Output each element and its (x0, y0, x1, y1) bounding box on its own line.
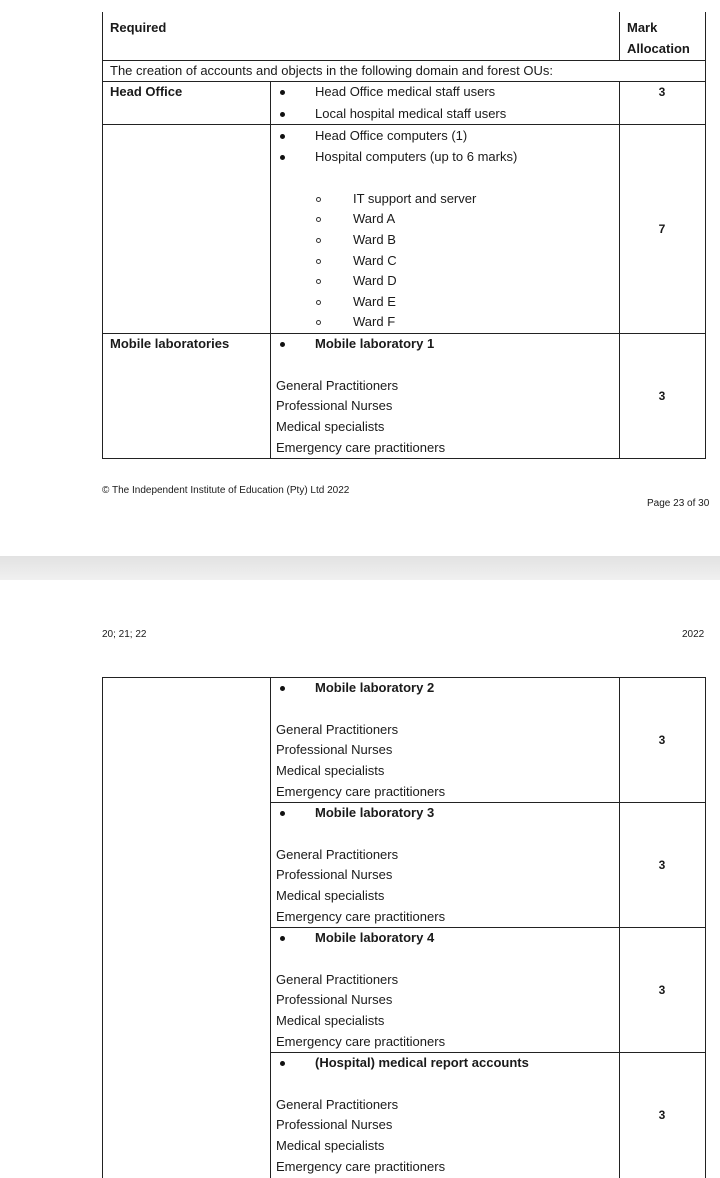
table-rule (102, 333, 706, 334)
list-item: Hospital computers (up to 6 marks) (315, 149, 518, 164)
circle-bullet-icon (316, 320, 321, 325)
role-item: Medical specialists (276, 419, 385, 434)
role-item: Medical specialists (276, 888, 385, 903)
row-label-head-office: Head Office (110, 84, 183, 99)
sub-list-item: Ward F (353, 314, 396, 329)
table-rule (102, 458, 706, 459)
role-item: General Practitioners (276, 847, 399, 862)
role-item: Professional Nurses (276, 742, 393, 757)
table-rule (102, 60, 706, 61)
bullet-icon (280, 686, 285, 691)
table-rule (102, 124, 706, 125)
bullet-icon (280, 90, 285, 95)
circle-bullet-icon (316, 217, 321, 222)
row-label-mobile-laboratories: Mobile laboratories (110, 336, 230, 351)
role-item: Emergency care practitioners (276, 784, 446, 799)
page-header-right: 2022 (682, 629, 705, 640)
role-item: Emergency care practitioners (276, 1159, 446, 1174)
role-item: General Practitioners (276, 722, 399, 737)
table-border-right (705, 12, 706, 459)
table-rule (102, 81, 706, 82)
bullet-icon (280, 112, 285, 117)
sub-list-item: IT support and server (353, 191, 477, 206)
sub-list-item: Ward D (353, 273, 397, 288)
document-page-23 (0, 0, 720, 556)
table-divider (619, 81, 620, 459)
role-item: Professional Nurses (276, 1117, 393, 1132)
table-divider (270, 677, 271, 1178)
header-allocation: Allocation (627, 41, 690, 56)
role-item: General Practitioners (276, 1097, 399, 1112)
bullet-icon (280, 811, 285, 816)
section-title: Mobile laboratory 2 (315, 680, 435, 695)
section-title: Mobile laboratory 4 (315, 930, 435, 945)
section-title: Mobile laboratory 3 (315, 805, 435, 820)
mark-value: 3 (658, 389, 666, 403)
bullet-icon (280, 342, 285, 347)
role-item: Medical specialists (276, 1013, 385, 1028)
copyright-text: © The Independent Institute of Education (Pty) Ltd 2022 (102, 485, 350, 496)
mark-value: 3 (658, 983, 666, 997)
role-item: Professional Nurses (276, 992, 393, 1007)
table-border-left (102, 12, 103, 459)
table-rule (270, 927, 706, 928)
page-separator (0, 556, 720, 580)
table-border-right (705, 677, 706, 1178)
table-divider (619, 12, 620, 61)
sub-list-item: Ward E (353, 294, 396, 309)
mark-value: 3 (658, 85, 666, 99)
role-item: General Practitioners (276, 378, 399, 393)
table-divider (270, 81, 271, 459)
mark-value: 3 (658, 858, 666, 872)
role-item: Medical specialists (276, 1138, 385, 1153)
bullet-icon (280, 155, 285, 160)
circle-bullet-icon (316, 279, 321, 284)
mark-value: 3 (658, 1108, 666, 1122)
table-border-left (102, 677, 103, 1178)
page-header-left: 20; 21; 22 (102, 629, 147, 640)
header-mark: Mark (627, 20, 658, 35)
table-rule (102, 677, 706, 678)
sub-list-item: Ward B (353, 232, 396, 247)
role-item: Emergency care practitioners (276, 1034, 446, 1049)
header-required: Required (110, 20, 167, 35)
sub-list-item: Ward C (353, 253, 397, 268)
sub-list-item: Ward A (353, 211, 396, 226)
circle-bullet-icon (316, 238, 321, 243)
table-rule (270, 802, 706, 803)
role-item: Emergency care practitioners (276, 440, 446, 455)
document-page-24 (0, 580, 720, 1178)
role-item: Professional Nurses (276, 398, 393, 413)
bullet-icon (280, 1061, 285, 1066)
page-number: Page 23 of 30 (647, 498, 710, 509)
circle-bullet-icon (316, 300, 321, 305)
section-title: Mobile laboratory 1 (315, 336, 435, 351)
table-rule (270, 1052, 706, 1053)
list-item: Head Office medical staff users (315, 84, 496, 99)
intro-text: The creation of accounts and objects in the following domain and forest OUs: (110, 63, 553, 78)
list-item: Local hospital medical staff users (315, 106, 507, 121)
list-item: Head Office computers (1) (315, 128, 468, 143)
bullet-icon (280, 134, 285, 139)
mark-value: 3 (658, 733, 666, 747)
circle-bullet-icon (316, 259, 321, 264)
circle-bullet-icon (316, 197, 321, 202)
mark-value: 7 (658, 222, 666, 236)
role-item: Professional Nurses (276, 867, 393, 882)
role-item: Medical specialists (276, 763, 385, 778)
table-divider (619, 677, 620, 1178)
bullet-icon (280, 936, 285, 941)
role-item: General Practitioners (276, 972, 399, 987)
section-title: (Hospital) medical report accounts (315, 1055, 529, 1070)
role-item: Emergency care practitioners (276, 909, 446, 924)
